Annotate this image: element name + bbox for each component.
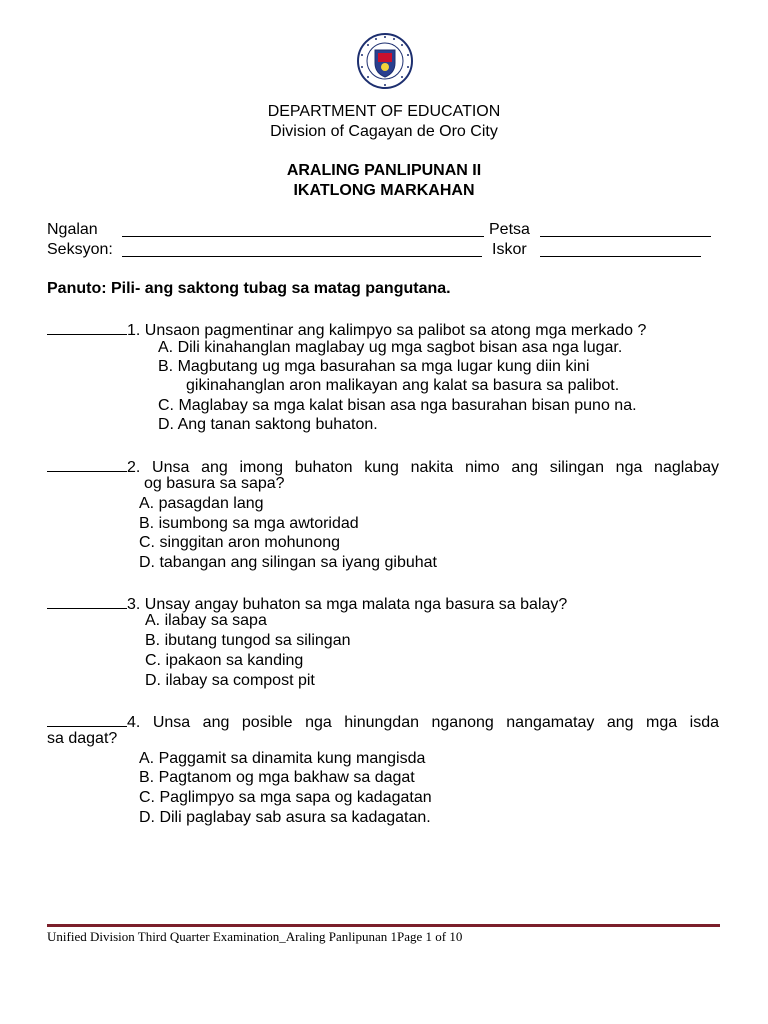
q4-option-d: D. Dili paglabay sab asura sa kadagatan. bbox=[139, 809, 431, 826]
q3-option-a: A. ilabay sa sapa bbox=[145, 612, 267, 629]
answer-blank-1[interactable] bbox=[47, 319, 127, 335]
q1-option-d: D. Ang tanan saktong buhaton. bbox=[158, 416, 378, 433]
date-field[interactable] bbox=[540, 221, 711, 237]
department-title: DEPARTMENT OF EDUCATION bbox=[267, 103, 501, 120]
question-4 bbox=[47, 711, 719, 732]
name-label: Ngalan bbox=[47, 221, 98, 238]
date-label: Petsa bbox=[489, 221, 530, 238]
question-4-stem: 4. Unsa ang posible nga hinungdan nganong nangamatay ang mga isda bbox=[127, 714, 719, 731]
q1-option-b-cont: gikinahanglan aron malikayan ang kalat sa basura sa palibot. bbox=[186, 377, 620, 394]
name-field[interactable] bbox=[122, 221, 484, 237]
q4-option-a: A. Paggamit sa dinamita kung mangisda bbox=[139, 750, 426, 767]
quarter-title: IKATLONG MARKAHAN bbox=[293, 182, 475, 199]
answer-blank-4[interactable] bbox=[47, 711, 127, 727]
question-3 bbox=[47, 593, 567, 614]
question-1-stem: 1. Unsaon pagmentinar ang kalimpyo sa palibot sa atong mga merkado ? bbox=[127, 322, 647, 339]
q2-option-b: B. isumbong sa mga awtoridad bbox=[139, 515, 359, 532]
section-label: Seksyon: bbox=[47, 241, 113, 258]
question-2-stem: 2. Unsa ang imong buhaton kung nakita nimo ang silingan nga naglabay bbox=[127, 459, 719, 476]
question-1 bbox=[47, 319, 646, 340]
score-field[interactable] bbox=[540, 241, 701, 257]
q2-option-a: A. pasagdan lang bbox=[139, 495, 264, 512]
section-field[interactable] bbox=[122, 241, 482, 257]
question-4-stem-cont: sa dagat? bbox=[47, 730, 118, 747]
q1-option-c: C. Maglabay sa mga kalat bisan asa nga basurahan bisan puno na. bbox=[158, 397, 637, 414]
subject-title: ARALING PANLIPUNAN II bbox=[286, 162, 482, 179]
question-2-stem-cont: og basura sa sapa? bbox=[144, 475, 285, 492]
footer-rule bbox=[47, 924, 720, 927]
q3-option-b: B. ibutang tungod sa silingan bbox=[145, 632, 351, 649]
question-2 bbox=[47, 456, 719, 477]
q1-option-b: B. Magbutang ug mga basurahan sa mga lugar kung diin kini bbox=[158, 358, 590, 375]
q3-option-c: C. ipakaon sa kanding bbox=[145, 652, 304, 669]
score-label: Iskor bbox=[492, 241, 527, 258]
question-3-stem: 3. Unsay angay buhaton sa mga malata nga basura sa balay? bbox=[127, 596, 568, 613]
instructions: Panuto: Pili- ang saktong tubag sa matag pangutana. bbox=[47, 280, 451, 297]
q2-option-d: D. tabangan ang silingan sa iyang gibuhat bbox=[139, 554, 437, 571]
q1-option-a: A. Dili kinahanglan maglabay ug mga sagbot bisan asa nga lugar. bbox=[158, 339, 623, 356]
answer-blank-2[interactable] bbox=[47, 456, 127, 472]
division-title: Division of Cagayan de Oro City bbox=[270, 123, 498, 140]
q4-option-b: B. Pagtanom og mga bakhaw sa dagat bbox=[139, 769, 415, 786]
q2-option-c: C. singgitan aron mohunong bbox=[139, 534, 341, 551]
footer-text: Unified Division Third Quarter Examination_Araling Panlipunan 1Page 1 of 10 bbox=[47, 929, 463, 944]
q3-option-d: D. ilabay sa compost pit bbox=[145, 672, 315, 689]
q4-option-c: C. Paglimpyo sa mga sapa og kadagatan bbox=[139, 789, 432, 806]
answer-blank-3[interactable] bbox=[47, 593, 127, 609]
deped-seal-logo bbox=[354, 33, 416, 89]
